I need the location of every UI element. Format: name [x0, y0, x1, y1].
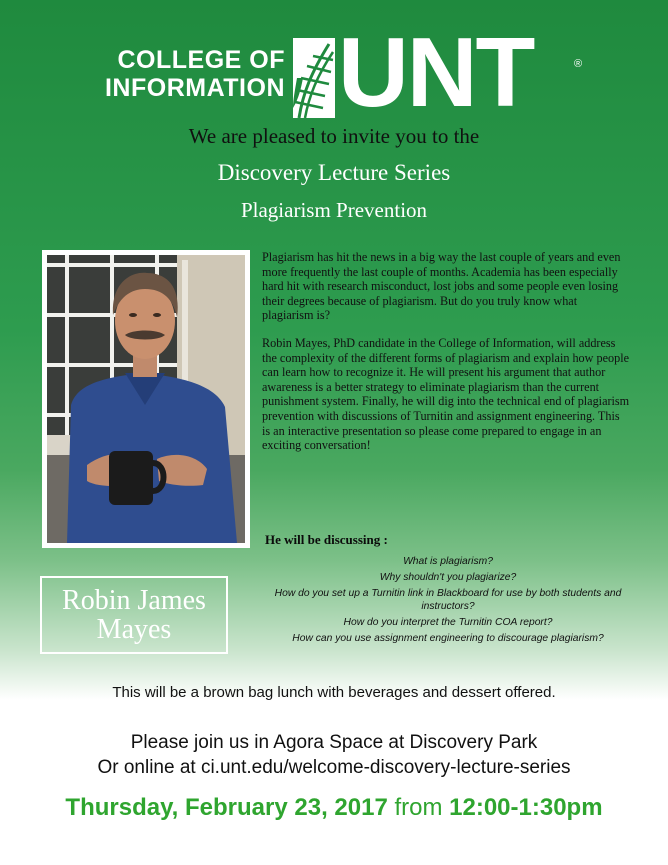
lecture-description	[262, 250, 630, 466]
logo-unt-wordmark: UNT	[338, 17, 534, 127]
event-location	[0, 730, 668, 780]
event-date-time	[0, 794, 668, 822]
speaker-name-box	[40, 576, 228, 654]
speaker-name-line1: Robin James	[62, 585, 206, 616]
speaker-name-line2: Mayes	[96, 614, 172, 645]
description-paragraph-2: Robin Mayes, PhD candidate in the College of Information, will address the complexity of the different forms of plagiarism and explain how people can learn how to recognize it. He will present his argument that author awareness is a better strategy to eliminate plagiarism than the current punishment system. Finally, he will dig into the technical end of plagiarism prevention with discussions of Turnitin and assignment engineering. This is an interactive presentation so please come prepared to engage in an exciting conversation!	[262, 335, 630, 453]
registered-mark: ®	[574, 58, 583, 70]
event-date: Thursday, February 23, 2017	[65, 794, 388, 821]
logo-college-line1: COLLEGE OF	[117, 46, 285, 74]
discussion-heading: He will be discussing :	[265, 532, 388, 547]
discussion-topic: Why shouldn't you plagiarize?	[379, 572, 517, 584]
logo-college-text	[80, 46, 285, 102]
location-line-1: Please join us in Agora Space at Discovery Park	[130, 732, 538, 753]
location-line-2: Or online at ci.unt.edu/welcome-discovery-lecture-series	[97, 757, 571, 778]
speaker-portrait-image	[47, 255, 245, 543]
lunch-note: This will be a brown bag lunch with beverages and dessert offered.	[112, 684, 556, 701]
event-from: from	[394, 794, 443, 821]
discussion-topic: How do you set up a Turnitin link in Blackboard for use by both students and instructors?	[274, 588, 622, 612]
discussion-topics-list	[258, 556, 638, 649]
discussion-topic: How do you interpret the Turnitin COA report?	[343, 616, 553, 628]
speaker-photo	[42, 250, 250, 548]
unt-college-of-information-logo	[0, 17, 668, 128]
event-time: 12:00-1:30pm	[449, 794, 603, 821]
discussion-topic: What is plagiarism?	[403, 556, 493, 567]
logo-college-line2: INFORMATION	[104, 74, 285, 102]
lecture-topic: Plagiarism Prevention	[240, 198, 428, 222]
description-paragraph-1: Plagiarism has hit the news in a big way the last couple of years and even more frequently the last couple of months. Academia has been especially hard hit with research misconduct, lost jobs and some people even losing their degrees because of plagiarism. But do you truly know what plagiarism is?	[262, 250, 621, 323]
invitation-line: We are pleased to invite you to the	[188, 124, 480, 148]
discussion-topic: How can you use assignment engineering to discourage plagiarism?	[292, 632, 604, 644]
unt-eagle-mark-icon	[293, 38, 335, 118]
lecture-series-title: Discovery Lecture Series	[217, 160, 451, 185]
